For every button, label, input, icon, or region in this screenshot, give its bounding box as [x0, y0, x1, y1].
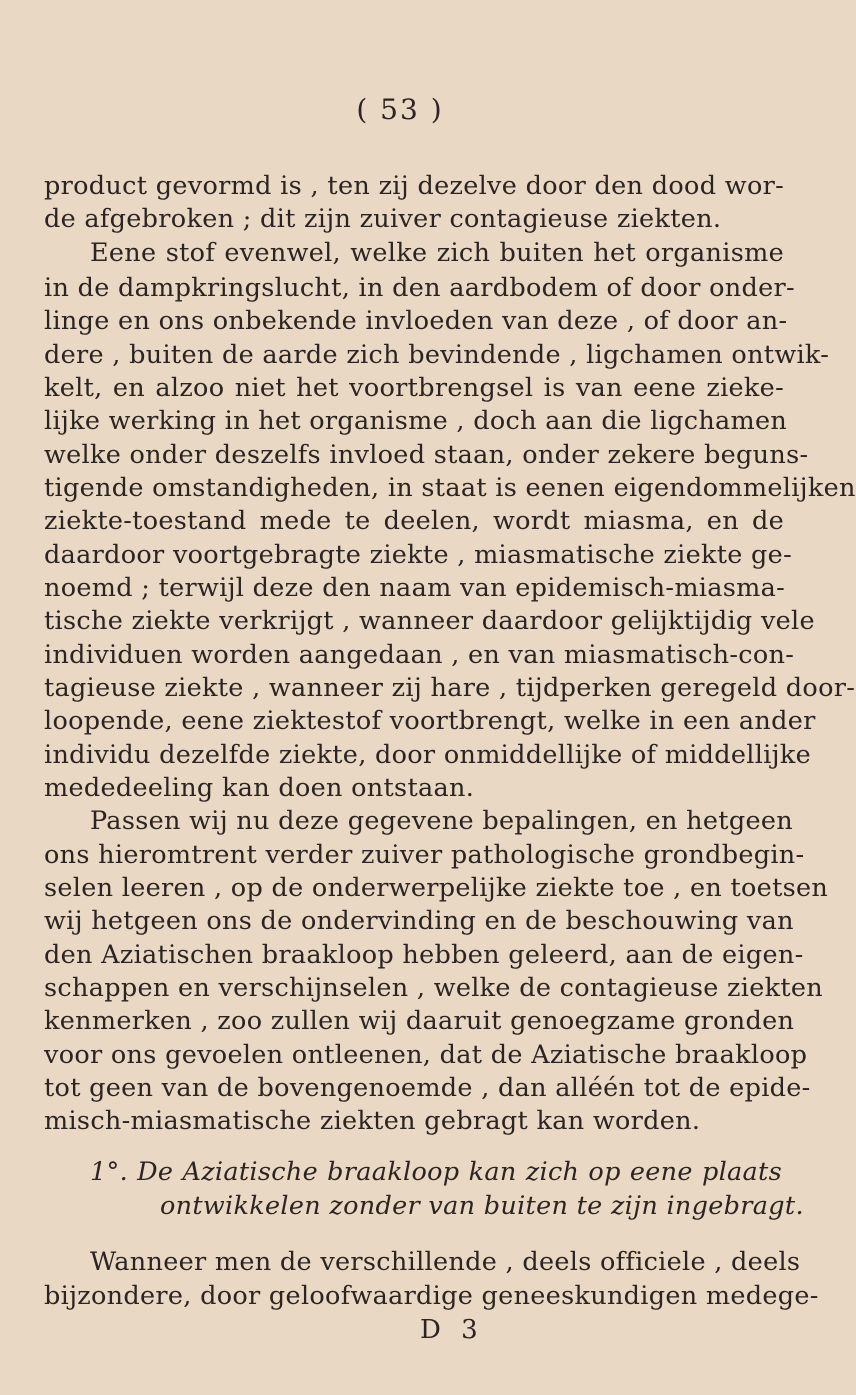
text-line: ons hieromtrent verder zuiver pathologische grondbegin- [44, 840, 805, 870]
section-heading: 1°. De Aziatische braakloop kan zich op eene plaats [90, 1157, 782, 1187]
text-line: dere , buiten de aarde zich bevindende , ligchamen ontwik- [44, 340, 830, 370]
text-line: voor ons gevoelen ontleenen, dat de Aziatische braakloop [44, 1040, 808, 1070]
text-line: welke onder deszelfs invloed staan, onder zekere beguns- [44, 440, 809, 470]
text-line: noemd ; terwijl deze den naam van epidemisch-miasma- [44, 573, 786, 603]
text-line: kenmerken , zoo zullen wij daaruit genoegzame gronden [44, 1006, 795, 1036]
printer-signature-mark: D 3 [420, 1315, 484, 1345]
text-line: ziekte-toestand mede te deelen, wordt miasma, en de [44, 506, 784, 536]
text-line: de afgebroken ; dit zijn zuiver contagieuse ziekten. [44, 204, 722, 234]
text-line: kelt, en alzoo niet het voortbrengsel is van eene zieke- [44, 373, 784, 403]
text-line: den Aziatischen braakloop hebben geleerd, aan de eigen- [44, 940, 804, 970]
section-heading-continued: ontwikkelen zonder van buiten te zijn ingebragt. [160, 1191, 804, 1221]
text-line: tigende omstandigheden, in staat is eenen eigendommelijken [44, 473, 856, 503]
text-line: schappen en verschijnselen , welke de contagieuse ziekten [44, 973, 824, 1003]
text-line: individu dezelfde ziekte, door onmiddellijke of middellijke [44, 740, 811, 770]
text-line: linge en ons onbekende invloeden van deze , of door an- [44, 306, 788, 336]
text-line: loopende, eene ziektestof voortbrengt, welke in een ander [44, 706, 816, 736]
text-line: mededeeling kan doen ontstaan. [44, 773, 475, 803]
text-line: individuen worden aangedaan , en van miasmatisch-con- [44, 640, 795, 670]
paragraph-first-line: Wanneer men de verschillende , deels officiele , deels [90, 1247, 801, 1277]
text-line: selen leeren , op de onderwerpelijke ziekte toe , en toetsen [44, 873, 829, 903]
text-line: daardoor voortgebragte ziekte , miasmatische ziekte ge- [44, 540, 792, 570]
text-line: tagieuse ziekte , wanneer zij hare , tijdperken geregeld door- [44, 673, 856, 703]
text-line: wij hetgeen ons de ondervinding en de beschouwing van [44, 906, 794, 936]
text-line: product gevormd is , ten zij dezelve door den dood wor- [44, 171, 784, 201]
text-line: tot geen van de bovengenoemde , dan alléén tot de epide- [44, 1073, 811, 1103]
text-line: in de dampkringslucht, in den aardbodem of door onder- [44, 273, 795, 303]
paragraph-first-line: Passen wij nu deze gegevene bepalingen, en hetgeen [90, 806, 793, 836]
text-line: bijzondere, door geloofwaardige geneeskundigen medege- [44, 1281, 819, 1311]
text-line: misch-miasmatische ziekten gebragt kan worden. [44, 1106, 701, 1136]
paragraph-first-line: Eene stof evenwel, welke zich buiten het organisme [90, 238, 784, 268]
text-line: lijke werking in het organisme , doch aan die ligchamen [44, 406, 788, 436]
page-number-header: ( 53 ) [356, 93, 444, 126]
text-line: tische ziekte verkrijgt , wanneer daardoor gelijktijdig vele [44, 606, 815, 636]
